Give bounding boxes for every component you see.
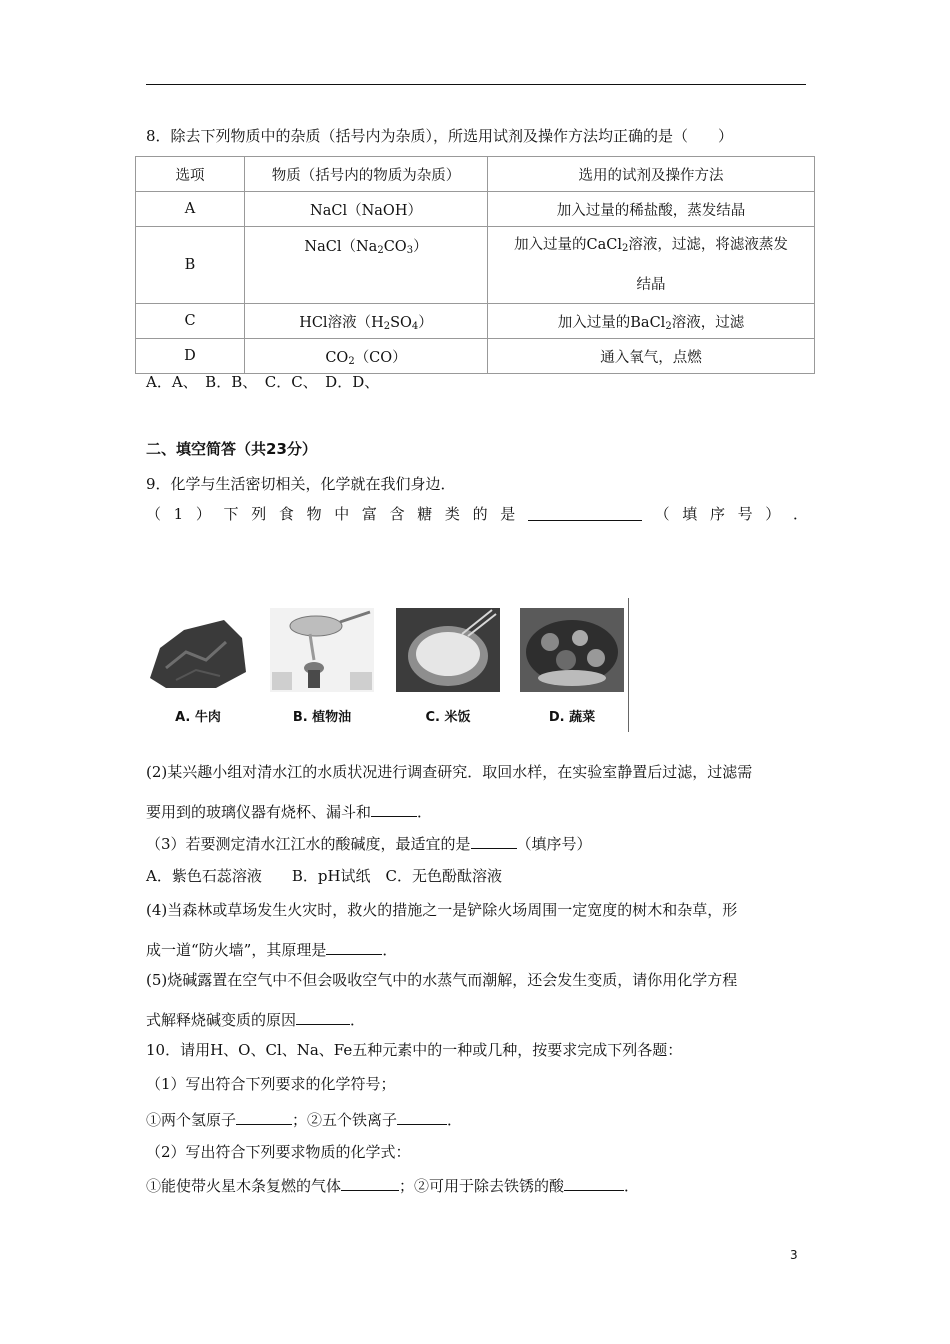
row-method: 通入氧气，点燃 (488, 339, 815, 374)
answer-blank[interactable] (341, 1174, 399, 1191)
row-substance: $NaCl(Na_2CO_3)$ (245, 227, 488, 304)
answer-blank[interactable] (326, 938, 382, 955)
question-10-part-2-items: ①能使带火星木条复燃的气体 ；②可用于除去铁锈的酸 ． (146, 1174, 639, 1196)
question-8-choices: A．A、 B．B、 C．C、 D．D、 (146, 373, 380, 391)
food-option-c (396, 598, 506, 732)
table-header-row (136, 157, 815, 192)
food-option-d (520, 598, 630, 732)
options-table (135, 156, 815, 374)
answer-blank[interactable] (236, 1108, 292, 1125)
header-option: 选项 (136, 157, 245, 192)
image-divider (628, 598, 629, 732)
vegetables-photo-icon (520, 608, 624, 692)
answer-blank[interactable] (371, 800, 417, 817)
header-rule (146, 84, 806, 85)
question-9-part-3-options: A．紫色石蕊溶液 B．pH试纸 C．无色酚酞溶液 (146, 867, 503, 885)
row-method: 加入过量的稀盐酸，蒸发结晶 (488, 192, 815, 227)
page-number: 3 (790, 1248, 798, 1262)
question-10-part-1-items: ①两个氢原子 ；②五个铁离子 ． (146, 1108, 462, 1130)
row-option: B (136, 227, 245, 304)
question-9-part-2-line-2: 要用到的玻璃仪器有烧杯、漏斗和 ． (146, 800, 432, 822)
header-method: 选用的试剂及操作方法 (488, 157, 815, 192)
food-caption: D. 蔬菜 (548, 710, 596, 725)
question-9-stem: 9．化学与生活密切相关，化学就在我们身边． (146, 475, 456, 493)
row-option: A (136, 192, 245, 227)
food-caption: B. 植物油 (292, 710, 352, 725)
row-option: C (136, 304, 245, 339)
answer-blank[interactable] (528, 504, 642, 521)
row-substance: NaCl（NaOH） (245, 192, 488, 227)
answer-blank[interactable] (397, 1108, 447, 1125)
answer-blank[interactable] (564, 1174, 624, 1191)
vegetable-oil-photo-icon (270, 608, 374, 692)
row-option: D (136, 339, 245, 374)
question-10-stem: 10．请用H、O、Cl、Na、Fe五种元素中的一种或几种，按要求完成下列各题： (146, 1041, 683, 1059)
food-images (146, 598, 632, 732)
question-9-part-4-line-1: (4)当森林或草场发生火灾时，救火的措施之一是铲除火场周围一定宽度的树木和杂草，形 (146, 901, 738, 919)
answer-blank[interactable] (471, 832, 517, 849)
row-method: 加入过量的CaCl$_2$溶液，过滤，将滤液蒸发 结晶 (488, 227, 815, 304)
table-row (136, 304, 815, 339)
table-row (136, 227, 815, 304)
row-method: 加入过量的BaCl$_2$溶液，过滤 (488, 304, 815, 339)
row-substance: $CO_2(CO)$ (245, 339, 488, 374)
question-9-part-2-line-1: (2)某兴趣小组对清水江的水质状况进行调查研究．取回水样，在实验室静置后过滤，过滤需 (146, 763, 753, 781)
food-option-a (146, 598, 256, 732)
question-9-part-5-line-1: (5)烧碱露置在空气中不但会吸收空气中的水蒸气而潮解，还会发生变质，请你用化学方程 (146, 971, 738, 989)
rice-photo-icon (396, 608, 500, 692)
question-10-part-1: （1）写出符合下列要求的化学符号； (146, 1075, 396, 1093)
question-8-stem: 8．除去下列物质中的杂质（括号内为杂质），所选用试剂及操作方法均正确的是（ ） (146, 127, 734, 145)
header-substance: 物质（括号内的物质为杂质） (245, 157, 488, 192)
food-option-b (270, 598, 380, 732)
beef-photo-icon (146, 608, 250, 692)
food-caption: A. 牛肉 (175, 710, 221, 725)
food-caption: C. 米饭 (425, 710, 471, 725)
question-10-part-2: （2）写出符合下列要求物质的化学式： (146, 1143, 411, 1161)
question-9-part-5-line-2: 式解释烧碱变质的原因 ． (146, 1008, 365, 1030)
question-9-part-1: （ 1 ） 下 列 食 物 中 富 含 糖 类 的 是 （ 填 序 号 ） ． (146, 505, 808, 523)
answer-blank[interactable] (296, 1008, 350, 1025)
section-2-heading: 二、填空简答（共23分） (146, 440, 317, 458)
table-row (136, 192, 815, 227)
row-substance: HCl溶液$(H_2SO_4)$ (245, 304, 488, 339)
question-9-part-3: （3）若要测定清水江江水的酸碱度，最适宜的是 （填序号） (146, 832, 592, 854)
table-row (136, 339, 815, 374)
question-9-part-4-line-2: 成一道“防火墙”，其原理是 ． (146, 938, 397, 960)
